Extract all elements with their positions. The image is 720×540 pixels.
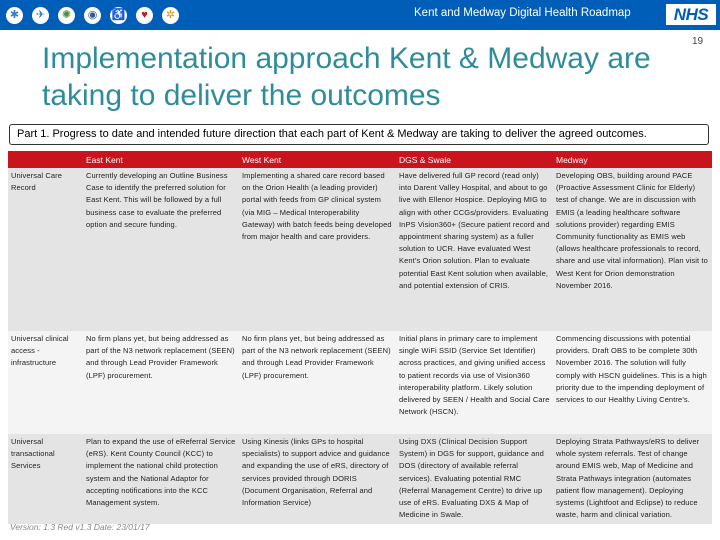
table-cell: No firm plans yet, but being addressed as part of the N3 network replacement (SEEN) and through Lead Provider Framework (LPF) procurement. <box>83 331 239 434</box>
table-row <box>8 331 712 434</box>
person-icon: ♿ <box>110 7 127 24</box>
table-cell: Using Kinesis (links GPs to hospital specialists) to support advice and guidance and expanding the use of eRS, directory of services provided through DORIS (Document Organisation, Referral and Information Service) <box>239 434 396 524</box>
eye-icon: ◉ <box>84 7 101 24</box>
table-cell: Initial plans in primary care to implement single WiFi SSID (Service Set Identifier) across practices, and giving unified access to patient records via use of Vision360 interoperability platform. Likely solution delivered by SEEN / Health and Social Care Network (HSCN). <box>396 331 553 434</box>
roadmap-title: Kent and Medway Digital Health Roadmap <box>414 7 631 19</box>
column-header-medway: Medway <box>553 151 712 168</box>
column-header-east-kent: East Kent <box>83 151 239 168</box>
section-subheading: Part 1. Progress to date and intended future direction that each part of Kent & Medway are taking to deliver the agreed outcomes. <box>9 124 709 145</box>
column-header-dgs-swale: DGS & Swale <box>396 151 553 168</box>
version-footer: Version: 1.3 Red v1.3 Date: 23/01/17 <box>10 522 150 532</box>
table-row <box>8 434 712 524</box>
column-header-west-kent: West Kent <box>239 151 396 168</box>
heart-icon: ♥ <box>136 7 153 24</box>
table-cell: Using DXS (Clinical Decision Support System) in DGS for support, guidance and DOS (directory of available referral services). Evaluating potential RMC (Referral Management Centre) to drive up use of eRS. Evaluating DXS & Map of Medicine in Swale. <box>396 434 553 524</box>
table-cell: No firm plans yet, but being addressed as part of the N3 network replacement (SEEN) and through Lead Provider Framework (LPF) procurement. <box>239 331 396 434</box>
table-cell: Developing OBS, building around PACE (Proactive Assessment Clinic for Elderly) test of change. We are in discussion with EMIS (a leading healthcare software solutions provider) regarding EMIS Community functionality as EMIS web (allows healthcare professionals to record, share and use vital information). Plan visit to West Kent for Orion demonstration November 2016. <box>553 168 712 331</box>
implementation-table <box>8 151 712 524</box>
table-cell: Implementing a shared care record based on the Orion Health (a leading provider) portal with feeds from GP clinical system (via MIG – Medical Interoperability Gateway) with batch feeds being developed from major health and care providers. <box>239 168 396 331</box>
table-cell: Plan to expand the use of eReferral Service (eRS). Kent County Council (KCC) to implement the national child protection system and the National Adaptor for accepting notifications into the KCC Management system. <box>83 434 239 524</box>
globe-icon: ✺ <box>58 7 75 24</box>
table-cell: Have delivered full GP record (read only) into Darent Valley Hospital, and about to go live with Ellenor Hospice. Deploying MIG to align with other CCGs/providers. Evaluating InPS Vision360+ (Secure patient record and appointment sharing system) as a fuller solution to UCR. Have evaluated West Kent’s Orion solution. Plan to evaluate potential East Kent solution when available, and potential extension of CRIS. <box>396 168 553 331</box>
row-label: Universal Care Record <box>8 168 83 331</box>
star-icon: ✲ <box>162 7 179 24</box>
table-cell: Deploying Strata Pathways/eRS to deliver whole system referrals. Test of change around EMIS web, Map of Medicine and Strata Pathways integration (automates patient flow management). Deploying systems (Lightfoot and Eclipse) to reduce waste, harm and clinical variation. <box>553 434 712 524</box>
table-cell: Commencing discussions with potential providers. Draft OBS to be complete 30th November 2016. The solution will fully comply with HSCN guidelines. This is a high priority due to the impending deployment of services to our Healthy Living Centre’s. <box>553 331 712 434</box>
nhs-logo: NHS <box>666 4 716 25</box>
row-label: Universal clinical access - infrastructure <box>8 331 83 434</box>
table-cell: Currently developing an Outline Business Case to identify the preferred solution for East Kent. This will be followed by a full business case to evaluate the preferred option and secure funding. <box>83 168 239 331</box>
network-icon: ✱ <box>6 7 23 24</box>
row-label: Universal transactional Services <box>8 434 83 524</box>
page-title: Implementation approach Kent & Medway are taking to deliver the outcomes <box>42 42 651 112</box>
header-bar <box>0 0 720 30</box>
table-header-row <box>8 151 712 168</box>
header-icons <box>6 7 179 24</box>
column-header-blank <box>8 151 83 168</box>
bird-icon: ✈ <box>32 7 49 24</box>
page-number: 19 <box>692 36 704 47</box>
table-row <box>8 168 712 331</box>
